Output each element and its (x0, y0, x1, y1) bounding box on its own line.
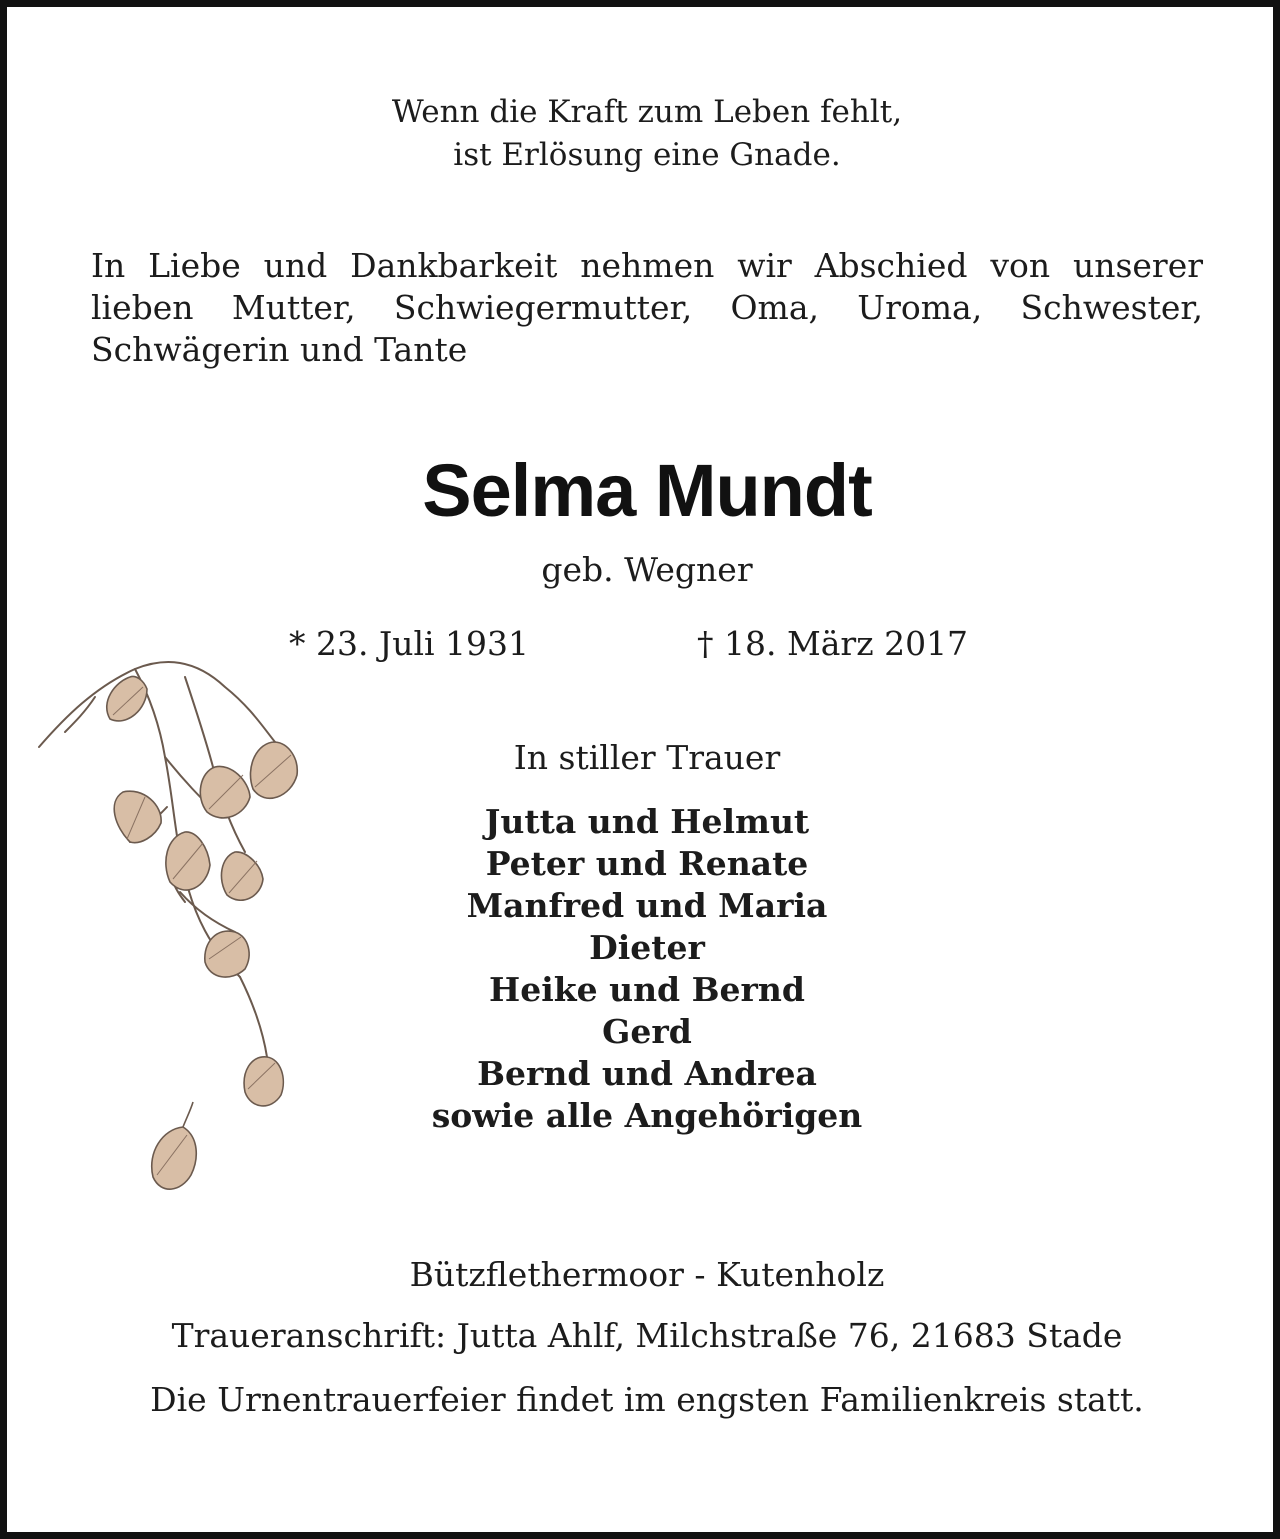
motto-line-2: ist Erlösung eine Gnade. (453, 137, 841, 173)
mourning-heading: In stiller Trauer (513, 738, 781, 777)
mourner-name: Bernd und Andrea (477, 1054, 817, 1093)
motto (7, 91, 1280, 177)
birth-date: * 23. Juli 1931 (289, 624, 530, 663)
mourners-list (7, 801, 1280, 1137)
mourner-name: Manfred und Maria (466, 886, 828, 925)
life-dates (7, 622, 1280, 666)
mourner-name: Gerd (602, 1012, 692, 1051)
deceased-name: Selma Mundt (422, 449, 872, 532)
motto-line-1: Wenn die Kraft zum Leben fehlt, (391, 94, 903, 130)
mourner-name: Peter und Renate (485, 844, 809, 883)
mourner-name: Jutta und Helmut (484, 802, 810, 841)
mourner-name: sowie alle Angehörigen (431, 1096, 863, 1135)
place-names: Bützflethermoor - Kutenholz (409, 1255, 885, 1294)
mourning-address: Traueranschrift: Jutta Ahlf, Milchstraße 76, 21683 Stade (171, 1316, 1123, 1355)
intro-text: In Liebe und Dankbarkeit nehmen wir Abschied von unserer lieben Mutter, Schwiegermutter, Oma, Uroma, Schwester, Schwägerin und Tante (91, 246, 1203, 369)
mourner-name: Dieter (589, 928, 705, 967)
maiden-name: geb. Wegner (541, 550, 753, 589)
ceremony-note: Die Urnentrauerfeier findet im engsten Familienkreis statt. (150, 1380, 1144, 1419)
mourner-name: Heike und Bernd (489, 970, 805, 1009)
death-date: † 18. März 2017 (697, 624, 969, 663)
